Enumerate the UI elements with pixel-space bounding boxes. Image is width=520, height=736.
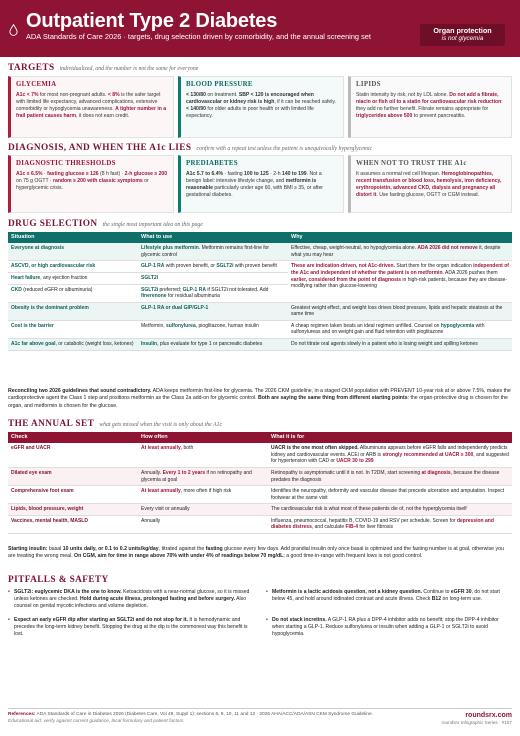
footer-divider — [8, 708, 512, 709]
section-subtitle: individualized, and the number is not the same for everyone — [59, 66, 199, 72]
glycemia-card — [8, 76, 174, 138]
column-header: How often — [138, 432, 268, 443]
section-title: DRUG SELECTION — [8, 219, 98, 229]
purpose-cell: The cardiovascular risk is what most of these patients die of, not the hyperglycemia itself — [268, 504, 512, 516]
section-title: DIAGNOSIS, AND WHEN THE A1c LIES — [8, 143, 192, 153]
brand — [442, 711, 512, 726]
frequency-cell: Annually — [138, 515, 268, 533]
lipids-card — [348, 76, 512, 138]
situation-cell: A1c far above goal, or catabolic (weight loss, ketones) — [8, 339, 138, 351]
section-title: THE ANNUAL SET — [8, 419, 95, 429]
check-cell: Lipids, blood pressure, weight — [8, 504, 138, 516]
annual-set-heading — [8, 418, 512, 429]
table-header-row — [8, 232, 512, 243]
blood-drop-icon — [9, 24, 18, 36]
why-cell: Greatest weight effect, and weight loss drives blood pressure, lipids and hepatic steatosis at the same time — [288, 302, 512, 320]
column-header: Why — [288, 232, 512, 243]
pitfall-item: • Expect an early eGFR dip after starting an SGLT2i and do not stop for it. It is hemodynamic and precedes the long-term kidney benefit. Stopping the drug at the dip is the commonest way this benefit is lost. — [8, 617, 252, 638]
blood-pressure-card — [178, 76, 344, 138]
disclaimer: Educational aid: verify against current guidance, local formulary and patient factors. — [8, 718, 185, 724]
table-row — [8, 302, 512, 320]
brand-link[interactable]: roundsrx.com — [465, 712, 512, 719]
card-title: PREDIABETES — [186, 160, 238, 167]
section-subtitle: the single most important idea on this page — [102, 222, 203, 228]
use-cell: Metformin, sulfonylurea, pioglitazone, human insulin — [138, 320, 288, 338]
page-header — [0, 0, 520, 57]
card-title: WHEN NOT TO TRUST THE A1c — [356, 160, 467, 167]
card-title: BLOOD PRESSURE — [186, 81, 253, 88]
why-cell-organ-indication: These are indication-driven, not A1c-driven. Start them for the organ indication independent of the A1c and independent of whether the patient is on metformin. ADA 2026 pushes them earlier, considered from the point of diagnosis in high-risk patients, because they are disease-modifying rather than glucose-lowering — [288, 261, 512, 302]
drug-selection-table — [8, 232, 512, 351]
situation-cell: CKD (reduced eGFR or albuminuria) — [8, 284, 138, 302]
section-subtitle: confirm with a repeat test unless the patient is unequivocally hyperglycemic — [196, 146, 373, 152]
table-row — [8, 486, 512, 504]
situation-cell: Cost is the barrier — [8, 320, 138, 338]
situation-cell: Heart failure, any ejection fraction — [8, 272, 138, 284]
organ-protection-badge — [420, 24, 505, 46]
table-row — [8, 339, 512, 351]
why-cell: A cheap regimen taken beats an ideal regimen unfilled. Counsel on hypoglycemia with sulfonylureas and on weight gain and fluid retention with pioglitazone — [288, 320, 512, 338]
why-cell: Do not titrate oral agents slowly in a patient who is losing weight and spilling ketones — [288, 339, 512, 351]
situation-cell: ASCVD, or high cardiovascular risk — [8, 261, 138, 273]
section-title: TARGETS — [8, 63, 55, 73]
purpose-cell: UACR is the one most often skipped. Albuminuria appears before eGFR falls and independently predicts kidney and cardiovascular events. ACEi or ARB is strongly recommended at UACR ≥ 300, and suggested for hypertension with CAD or UACR 30 to 299 — [268, 443, 512, 467]
use-cell: GLP-1 RA with proven benefit, or SGLT2i with proven benefit — [138, 261, 288, 273]
frequency-cell: At least annually, more often if high risk — [138, 486, 268, 504]
diagnosis-heading — [8, 142, 512, 153]
table-row — [8, 467, 512, 485]
card-body: A1c ≥ 6.5% · fasting glucose ≥ 126 (8 h fast) · 2-h glucose ≥ 200 on 75 g OGTT · random ≥ 200 with classic symptoms or hyperglycemic crisis. — [16, 170, 168, 191]
card-title: LIPIDS — [356, 81, 381, 88]
card-body: Statin intensity by risk, not by LDL alone. Do not add a fibrate, niacin or fish oil to a statin for cardiovascular risk reduction: they add no further benefit. Fibrate remains appropriate for triglycerides above 500 to prevent pancreatitis. — [356, 91, 503, 120]
badge-subtitle: is not glycemia — [441, 35, 484, 43]
card-body: It assumes a normal red cell lifespan. Hemoglobinopathies, recent transfusion or blood loss, hemolysis, iron deficiency, erythropoietin, advanced CKD, dialysis and pregnancy all distort it. Use fasting glucose, OGTT or CGM instead. — [356, 170, 502, 199]
pitfall-item: • Do not stack incretins. A GLP-1 RA plus a DPP-4 inhibitor adds no benefit; stop the DPP-4 inhibitor when starting a GLP-1. Reduce sulfonylurea or insulin when adding a GLP-1 or SGLT2i to avoid hypoglycemia. — [266, 617, 512, 638]
situation-cell: Obesity is the dominant problem — [8, 302, 138, 320]
table-row — [8, 443, 512, 467]
table-row — [8, 243, 512, 261]
badge-title: Organ protection — [433, 26, 492, 35]
series-label: roundsrx Infographic Series · #157 — [441, 720, 512, 726]
check-cell: Vaccines, mental health, MASLD — [8, 515, 138, 533]
column-header: What it is for — [268, 432, 512, 443]
section-subtitle: what gets missed when the visit is only about the A1c — [99, 422, 223, 428]
pitfalls-heading — [8, 574, 512, 585]
card-body: < 130/80 on treatment. SBP < 120 is encouraged when cardiovascular or kidney risk is high, if it can be reached safely. < 140/90 for older adults in poor health or with limited life expectancy. — [186, 91, 336, 120]
targets-heading — [8, 62, 512, 73]
card-body: A1c 5.7 to 6.4% · fasting 100 to 125 · 2-h 140 to 199. Not a benign label: intensive lifestyle change, and metformin is reasonable particularly under age 60, with BMI ≥ 35, or after gestational diabetes. — [186, 170, 324, 199]
card-title: GLYCEMIA — [16, 81, 57, 88]
column-header: What to use — [138, 232, 288, 243]
use-cell: Lifestyle plus metformin. Metformin remains first-line for glycemic control — [138, 243, 288, 261]
use-cell: SGLT2i — [138, 272, 288, 284]
table-row — [8, 515, 512, 533]
annual-set-table — [8, 432, 512, 534]
use-cell: Insulin, plus evaluate for type 1 or pancreatic diabetes — [138, 339, 288, 351]
column-header: Check — [8, 432, 138, 443]
a1c-trust-card — [348, 155, 512, 213]
situation-cell: Everyone at diagnosis — [8, 243, 138, 261]
section-title: PITFALLS & SAFETY — [8, 575, 109, 585]
table-row — [8, 320, 512, 338]
check-cell: eGFR and UACR — [8, 443, 138, 467]
card-body: A1c < 7% for most non-pregnant adults. < 8% is the safer target with limited life expectancy, advanced complications, extensive comorbidity or hypoglycemia unawareness. A tighter number in a frail patient causes harm, it does not earn credit. — [16, 91, 167, 120]
diagnostic-thresholds-card — [8, 155, 174, 213]
pitfall-item: • Metformin is a lactic acidosis question, not a kidney question. Continue to eGFR 30, do not start below 45, and hold around iodinated contrast and acute illness. Check B12 on long-term use. — [266, 589, 512, 603]
purpose-cell: Retinopathy is asymptomatic until it is not. In T2DM, start screening at diagnosis, because the disease predates the diagnosis — [268, 467, 512, 485]
starting-insulin-note: Starting insulin: basal 10 units daily, or 0.1 to 0.2 units/kg/day, titrated against the fasting glucose every few days. Add prandial insulin only once basal is optimized and the fasting number is at goal, otherwise you are treating the wrong meal. On CGM, aim for time in range above 70% with under 4% of readings below 70 mg/dL; a good time-in-range with frequent lows is not good control. — [8, 546, 504, 560]
page-subtitle: ADA Standards of Care 2026 · targets, drug selection driven by comorbidity, and the annual screening set — [26, 32, 371, 41]
frequency-cell: Every visit or annually — [138, 504, 268, 516]
pitfall-item: • SGLT2i: euglycemic DKA is the one to know. Ketoacidosis with a near-normal glucose, so it is missed unless ketones are checked. Hold during acute illness, prolonged fasting and before surgery. Also counsel on genital mycotic infections and volume depletion. — [8, 589, 252, 610]
drug-selection-heading — [8, 218, 512, 229]
check-cell: Dilated eye exam — [8, 467, 138, 485]
purpose-cell: Identifies the neuropathy, deformity and vascular disease that precede ulceration and amputation. Inspect footwear at the same visit — [268, 486, 512, 504]
column-header: Situation — [8, 232, 138, 243]
check-cell: Comprehensive foot exam — [8, 486, 138, 504]
frequency-cell: At least annually, both — [138, 443, 268, 467]
guideline-reconciliation-note: Reconciling two 2026 guidelines that sound contradictory. ADA keeps metformin first-line for glycemia. The 2026 CKM guideline, in a staged CKM population with PREVENT 10-year risk at or above 7.5%, makes the cardioprotective agent the Class 1 step and positions metformin as the Class 2a add-on for glycemic control. Both are saying the same thing from different starting points: the organ-protective drug is chosen for the organ, and metformin is chosen for the glucose. — [8, 388, 511, 409]
page-title: Outpatient Type 2 Diabetes — [26, 10, 278, 32]
references: References: ADA Standards of Care in Diabetes 2026 (Diabetes Care, Vol 49, Suppl 1): sections 6, 9, 10, 11 and 12 · 2026 AHA/ACC/ADA/ASN CKM Syndrome Guideline. Educational aid: verify against current guidance, local formulary and patient factors. — [8, 712, 373, 724]
purpose-cell: Influenza, pneumococcal, hepatitis B, COVID-19 and RSV per schedule. Screen for depression and diabetes distress, and calculate FIB-4 for liver fibrosis — [268, 515, 512, 533]
prediabetes-card — [178, 155, 344, 213]
why-cell: Effective, cheap, weight-neutral, no hypoglycemia alone. ADA 2026 did not remove it, despite what you may hear — [288, 243, 512, 261]
use-cell: GLP-1 RA or dual GIP/GLP-1 — [138, 302, 288, 320]
card-title: DIAGNOSTIC THRESHOLDS — [16, 160, 116, 167]
use-cell: SGLT2i preferred; GLP-1 RA if SGLT2i not tolerated. Add finerenone for residual albuminuria — [138, 284, 288, 302]
frequency-cell: Annually. Every 1 to 2 years if no retinopathy and glycemia at goal — [138, 467, 268, 485]
table-row — [8, 261, 512, 273]
table-row — [8, 504, 512, 516]
table-header-row — [8, 432, 512, 443]
